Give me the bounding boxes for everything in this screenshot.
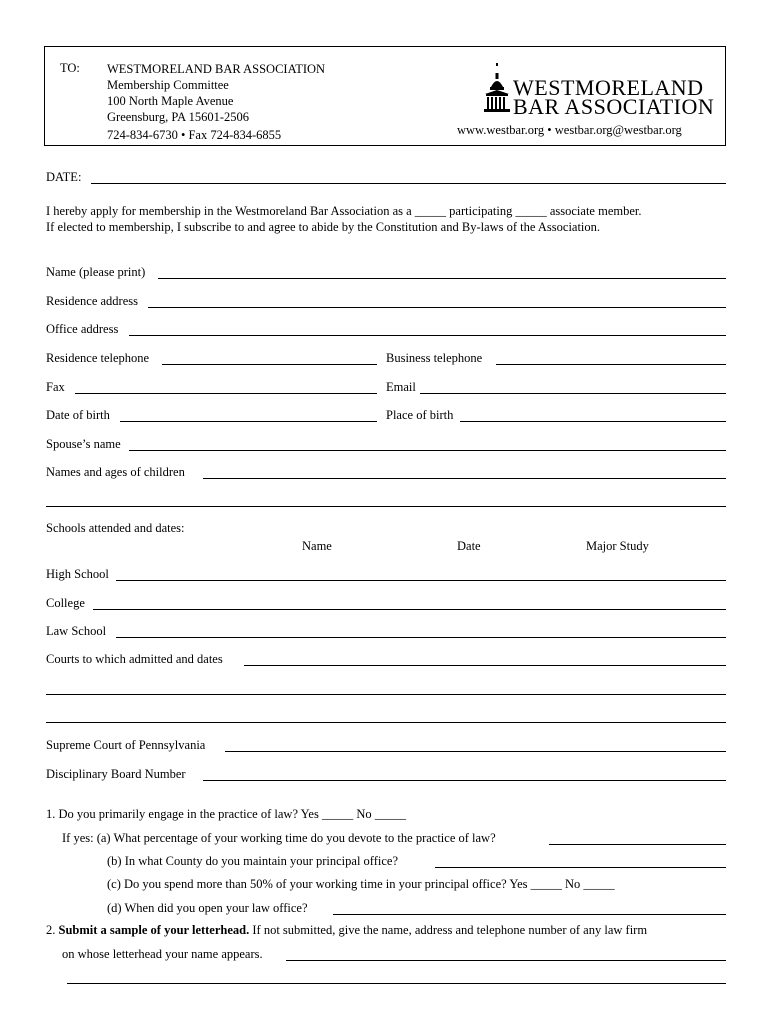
q2-number: 2. bbox=[46, 923, 59, 937]
office-address-label: Office address bbox=[46, 322, 119, 336]
date-of-birth-label: Date of birth bbox=[46, 408, 110, 422]
children-field-2[interactable] bbox=[46, 506, 726, 507]
committee: Membership Committee bbox=[107, 78, 229, 92]
email-label: Email bbox=[386, 380, 416, 394]
col-name: Name bbox=[302, 539, 332, 553]
street: 100 North Maple Avenue bbox=[107, 94, 234, 108]
address-block bbox=[107, 61, 325, 143]
residence-address-field[interactable] bbox=[148, 307, 726, 308]
children-field[interactable] bbox=[203, 478, 726, 479]
residence-address-label: Residence address bbox=[46, 294, 138, 308]
intro-line-2: If elected to membership, I subscribe to and agree to abide by the Constitution and By-laws of the Association. bbox=[46, 220, 601, 234]
q1-text: 1. Do you primarily engage in the practice of law? Yes _____ No _____ bbox=[46, 807, 406, 821]
courts-label: Courts to which admitted and dates bbox=[46, 652, 223, 666]
date-label: DATE: bbox=[46, 170, 82, 184]
logo-line-2: BAR ASSOCIATION bbox=[513, 94, 715, 119]
intro-line-1: I hereby apply for membership in the Westmoreland Bar Association as a _____ participating _____ associate member. bbox=[46, 204, 642, 218]
q2-rest: If not submitted, give the name, address and telephone number of any law firm bbox=[249, 923, 648, 937]
q1-d-label: (d) When did you open your law office? bbox=[107, 901, 308, 915]
courts-field-2[interactable] bbox=[46, 694, 726, 695]
q1-c-label: (c) Do you spend more than 50% of your working time in your principal office? Yes _____ No _____ bbox=[107, 877, 615, 891]
supreme-court-label: Supreme Court of Pennsylvania bbox=[46, 738, 206, 752]
q2-field-2[interactable] bbox=[67, 983, 726, 984]
q1-a-label: If yes: (a) What percentage of your working time do you devote to the practice of law? bbox=[62, 831, 496, 845]
courthouse-logo-icon bbox=[483, 63, 511, 115]
col-date: Date bbox=[457, 539, 481, 553]
fax-label: Fax bbox=[46, 380, 65, 394]
place-of-birth-label: Place of birth bbox=[386, 408, 454, 422]
q2-field[interactable] bbox=[286, 960, 726, 961]
high-school-field[interactable] bbox=[116, 580, 726, 581]
courts-field-3[interactable] bbox=[46, 722, 726, 723]
high-school-label: High School bbox=[46, 567, 109, 581]
law-school-field[interactable] bbox=[116, 637, 726, 638]
org-name: WESTMORELAND BAR ASSOCIATION bbox=[107, 62, 326, 76]
q1-a-field[interactable] bbox=[549, 844, 726, 845]
residence-telephone-label: Residence telephone bbox=[46, 351, 150, 365]
courts-field[interactable] bbox=[244, 665, 726, 666]
spouse-field[interactable] bbox=[129, 450, 726, 451]
residence-telephone-field[interactable] bbox=[162, 364, 377, 365]
disciplinary-field[interactable] bbox=[203, 780, 726, 781]
q1-d-field[interactable] bbox=[333, 914, 726, 915]
q1-b-field[interactable] bbox=[435, 867, 726, 868]
web-email: www.westbar.org • westbar.org@westbar.org bbox=[457, 123, 682, 137]
date-of-birth-field[interactable] bbox=[120, 421, 377, 422]
spouse-label: Spouse’s name bbox=[46, 437, 121, 451]
q1-b-label: (b) In what County do you maintain your principal office? bbox=[107, 854, 399, 868]
logo-line-1: WESTMORELAND bbox=[513, 75, 704, 100]
law-school-label: Law School bbox=[46, 624, 107, 638]
q2-line-2: on whose letterhead your name appears. bbox=[62, 947, 263, 961]
business-telephone-label: Business telephone bbox=[386, 351, 483, 365]
schools-heading: Schools attended and dates: bbox=[46, 521, 185, 535]
business-telephone-field[interactable] bbox=[496, 364, 726, 365]
name-label: Name (please print) bbox=[46, 265, 146, 279]
fax-field[interactable] bbox=[75, 393, 377, 394]
college-field[interactable] bbox=[93, 609, 726, 610]
header-box bbox=[44, 46, 726, 146]
place-of-birth-field[interactable] bbox=[460, 421, 726, 422]
phone-fax: 724-834-6730 • Fax 724-834-6855 bbox=[107, 128, 282, 142]
city: Greensburg, PA 15601-2506 bbox=[107, 110, 250, 124]
date-field[interactable] bbox=[91, 183, 726, 184]
disciplinary-label: Disciplinary Board Number bbox=[46, 767, 186, 781]
college-label: College bbox=[46, 596, 85, 610]
children-label: Names and ages of children bbox=[46, 465, 185, 479]
office-address-field[interactable] bbox=[129, 335, 726, 336]
email-field[interactable] bbox=[420, 393, 726, 394]
q2-line-1 bbox=[46, 923, 647, 938]
supreme-court-field[interactable] bbox=[225, 751, 726, 752]
to-label: TO: bbox=[60, 61, 80, 75]
q2-bold: Submit a sample of your letterhead. bbox=[58, 923, 250, 937]
col-major: Major Study bbox=[586, 539, 649, 553]
name-field[interactable] bbox=[158, 278, 726, 279]
